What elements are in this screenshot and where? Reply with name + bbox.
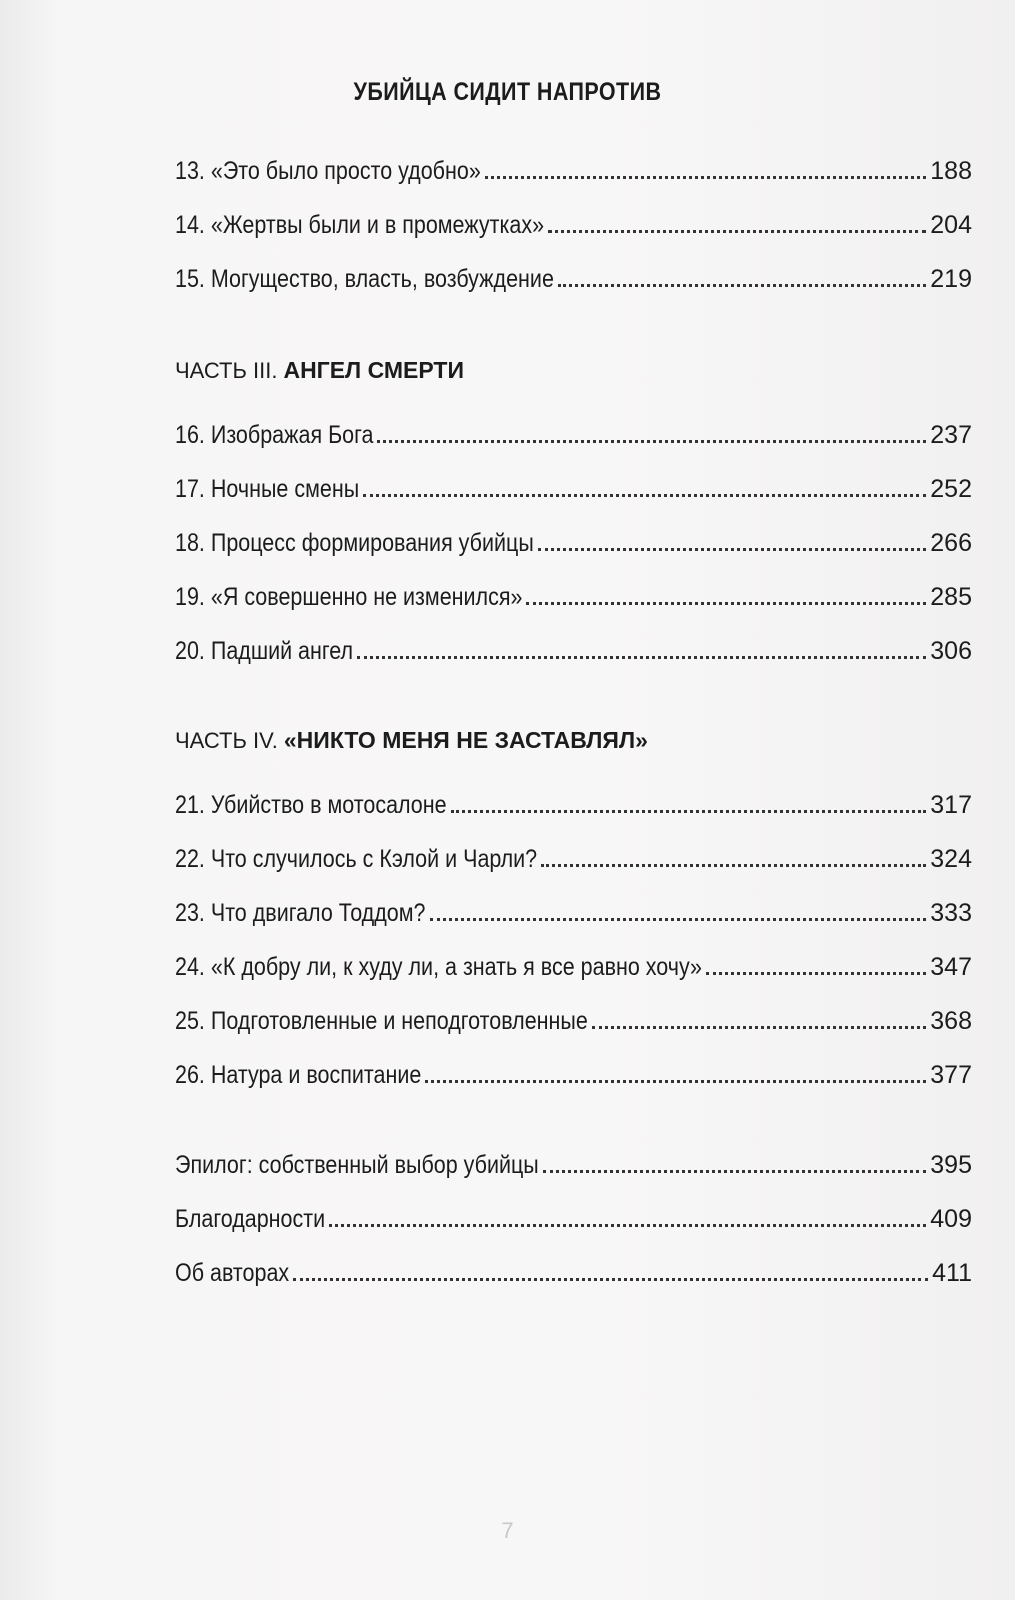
- dot-leader: [451, 810, 927, 813]
- dot-leader: [538, 548, 926, 551]
- toc-entry: [175, 1144, 972, 1180]
- toc-entry-page: 333: [930, 899, 972, 927]
- dot-leader: [293, 1278, 928, 1281]
- toc-entry-title: 20. Падший ангел: [175, 637, 354, 665]
- toc-entry: [175, 630, 972, 666]
- toc-entry: [175, 784, 972, 820]
- toc-entry-title: 19. «Я совершенно не изменился»: [175, 583, 523, 611]
- toc-entry: [175, 150, 972, 186]
- page-number: 7: [501, 1518, 514, 1543]
- toc-entry-title: 26. Натура и воспитание: [175, 1061, 422, 1089]
- toc-entry-page: 204: [930, 211, 972, 239]
- toc-entry-title: 17. Ночные смены: [175, 475, 360, 503]
- toc-entry-title: 23. Что двигало Тоддом?: [175, 899, 426, 927]
- toc-entry: [175, 892, 972, 928]
- toc-entry-title: 15. Могущество, власть, возбуждение: [175, 265, 554, 293]
- toc-entry-page: 237: [930, 421, 972, 449]
- dot-leader: [541, 864, 926, 867]
- dot-leader: [425, 1080, 926, 1083]
- dot-leader: [485, 176, 927, 179]
- toc-entry-page: 285: [930, 583, 972, 611]
- toc-entry-title: Об авторах: [175, 1259, 290, 1287]
- dot-leader: [548, 230, 926, 233]
- toc-entry: [175, 1054, 972, 1090]
- toc-entry-page: 219: [930, 265, 972, 293]
- toc-entry: [175, 1198, 972, 1234]
- dot-leader: [706, 972, 926, 975]
- part-prefix: ЧАСТЬ IV.: [175, 728, 278, 753]
- toc-entry-title: Эпилог: собственный выбор убийцы: [175, 1151, 539, 1179]
- toc-entry-title: 13. «Это было просто удобно»: [175, 157, 481, 185]
- toc-entry-page: 409: [930, 1205, 972, 1233]
- toc-entry-title: 16. Изображая Бога: [175, 421, 374, 449]
- toc-entry-page: 395: [930, 1151, 972, 1179]
- toc-entry-title: 21. Убийство в мотосалоне: [175, 791, 447, 819]
- toc-entry-page: 266: [930, 529, 972, 557]
- toc-entry: [175, 1252, 972, 1288]
- dot-leader: [526, 602, 926, 605]
- dot-leader: [363, 494, 926, 497]
- dot-leader: [430, 918, 927, 921]
- toc-entry-page: 252: [930, 475, 972, 503]
- toc-entry-page: 411: [932, 1259, 972, 1287]
- toc-entry-title: 18. Процесс формирования убийцы: [175, 529, 534, 557]
- dot-leader: [329, 1224, 926, 1227]
- dot-leader: [543, 1170, 927, 1173]
- part-heading: [175, 348, 464, 384]
- toc-entry: [175, 468, 972, 504]
- part-name: «НИКТО МЕНЯ НЕ ЗАСТАВЛЯЛ»: [283, 727, 648, 753]
- toc-entry-page: 317: [930, 791, 972, 819]
- part-name: АНГЕЛ СМЕРТИ: [283, 357, 465, 383]
- toc-entry-page: 324: [930, 845, 972, 873]
- toc-entry-title: Благодарности: [175, 1205, 326, 1233]
- part-heading: [175, 718, 648, 754]
- toc-entry-title: 24. «К добру ли, к худу ли, а знать я все равно хочу»: [175, 953, 702, 981]
- toc-entry: [175, 204, 972, 240]
- toc-entry-title: 14. «Жертвы были и в промежутках»: [175, 211, 545, 239]
- toc-entry-title: 25. Подготовленные и неподготовленные: [175, 1007, 588, 1035]
- dot-leader: [377, 440, 926, 443]
- dot-leader: [592, 1026, 926, 1029]
- toc-entry: [175, 522, 972, 558]
- toc-entry: [175, 576, 972, 612]
- toc-entry-page: 347: [930, 953, 972, 981]
- running-head: УБИЙЦА СИДИТ НАПРОТИВ: [353, 78, 662, 106]
- toc-entry: [175, 258, 972, 294]
- toc-entry: [175, 414, 972, 450]
- part-prefix: ЧАСТЬ III.: [175, 358, 278, 383]
- toc-entry-page: 368: [930, 1007, 972, 1035]
- dot-leader: [357, 656, 926, 659]
- toc-entry: [175, 946, 972, 982]
- dot-leader: [558, 284, 926, 287]
- toc-entry-page: 377: [930, 1061, 972, 1089]
- toc-entry-title: 22. Что случилось с Кэлой и Чарли?: [175, 845, 538, 873]
- toc-entry: [175, 838, 972, 874]
- toc-entry: [175, 1000, 972, 1036]
- toc-entry-page: 188: [930, 157, 972, 185]
- toc-entry-page: 306: [930, 637, 972, 665]
